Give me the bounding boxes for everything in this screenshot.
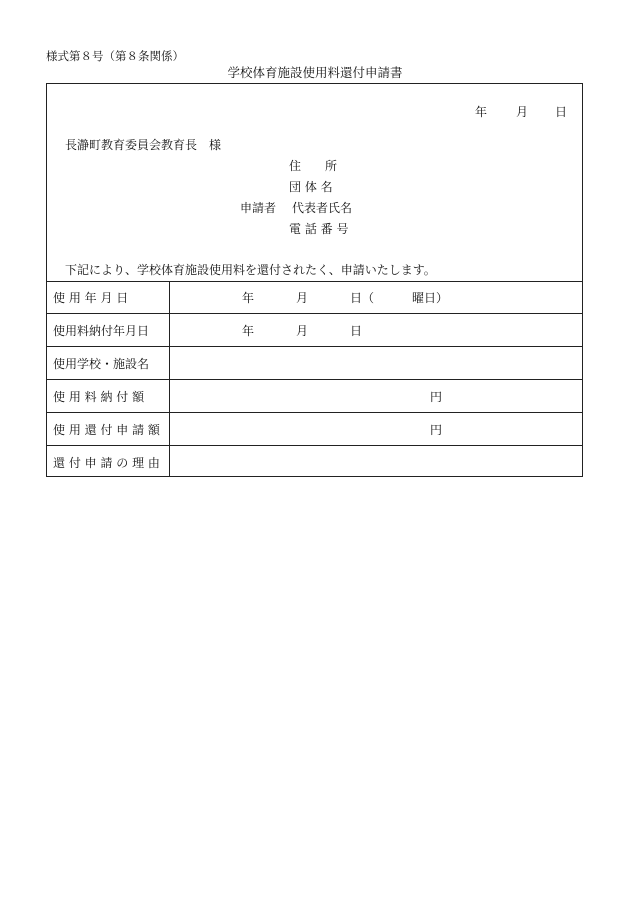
row-divider	[46, 445, 583, 446]
row-label-refund-amount: 使 用 還 付 申 請 額	[53, 423, 160, 437]
row-divider	[46, 346, 583, 347]
date-day-label: 日	[555, 105, 568, 119]
date-year-label: 年	[475, 105, 488, 119]
row-label-facility-name: 使用学校・施設名	[53, 357, 150, 371]
row-label-usage-date: 使 用 年 月 日	[53, 291, 129, 305]
payment-date-month: 月	[296, 324, 309, 338]
document-title: 学校体育施設使用料還付申請書	[227, 65, 403, 80]
applicant-prefix: 申請者	[240, 201, 277, 215]
fee-paid-unit: 円	[430, 390, 443, 404]
usage-date-day: 日（	[350, 291, 375, 305]
table-column-divider	[169, 281, 170, 477]
usage-date-year: 年	[242, 291, 255, 305]
row-label-refund-reason: 還 付 申 請 の 理 由	[53, 456, 160, 470]
row-divider	[46, 313, 583, 314]
addressee: 長瀞町教育委員会教育長 様	[65, 138, 222, 152]
form-reference: 様式第８号（第８条関係）	[46, 49, 184, 63]
phone-number-label: 電 話 番 号	[289, 222, 349, 236]
representative-name-label: 代表者氏名	[292, 201, 353, 215]
address-label: 住 所	[289, 159, 338, 173]
row-divider	[46, 412, 583, 413]
intro-text: 下記により、学校体育施設使用料を還付されたく、申請いたします。	[65, 263, 436, 277]
usage-date-weekday: 曜日）	[412, 291, 449, 305]
row-label-payment-date: 使用料納付年月日	[53, 324, 150, 338]
usage-date-month: 月	[296, 291, 309, 305]
table-top-line	[46, 281, 583, 282]
refund-amount-unit: 円	[430, 423, 443, 437]
group-name-label: 団 体 名	[289, 180, 333, 194]
row-label-fee-paid: 使 用 料 納 付 額	[53, 390, 145, 404]
payment-date-day: 日	[350, 324, 363, 338]
payment-date-year: 年	[242, 324, 255, 338]
row-divider	[46, 379, 583, 380]
date-month-label: 月	[516, 105, 529, 119]
